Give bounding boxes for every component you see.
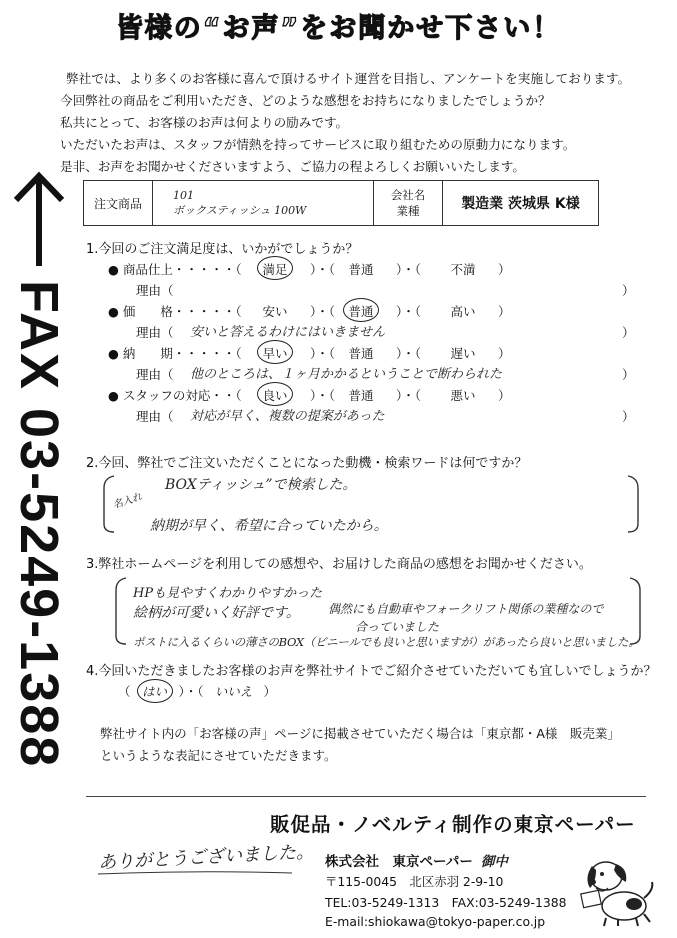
q1-reason-close: ） bbox=[622, 325, 635, 340]
answer-2-line1: BOXティッシュ”で検索した。 bbox=[165, 477, 357, 493]
q1-separator: ）・（ bbox=[310, 262, 336, 277]
fax-number: FAX 03-5249-1388 bbox=[9, 280, 69, 769]
answer-3-line2b: 偶然にも自動車やフォークリフト関係の業種なので bbox=[328, 602, 604, 616]
intro-line: 是非、お声をお聞かせくださいますよう、ご協力の程よろしくお願いいたします。 bbox=[60, 159, 525, 174]
question-1: 1.今回のご注文満足度は、いかがでしょうか？ bbox=[86, 242, 359, 257]
q1-option[interactable]: 遅い bbox=[450, 346, 476, 361]
q1-reason-close: ） bbox=[622, 409, 635, 424]
question-3: 3.弊社ホームページを利用しての感想や、お届けした商品の感想をお聞かせください。 bbox=[86, 557, 592, 572]
q1-option[interactable]: 安い bbox=[262, 304, 288, 319]
publication-note: 弊社サイト内の「お客様の声」ページに掲載させていただく場合は「東京都・A様 販売業」 bbox=[100, 726, 620, 741]
divider bbox=[86, 796, 646, 797]
q1-item-label: ● スタッフの対応・・（ bbox=[108, 388, 242, 403]
q1-option[interactable]: 普通 bbox=[348, 304, 374, 319]
answer-2-margin-note: 名入れ bbox=[111, 491, 144, 512]
q1-separator: ） bbox=[498, 346, 511, 361]
intro-line: いただいたお声は、スタッフが情熱を持ってサービスに取り組むための原動力になります。 bbox=[60, 137, 576, 152]
answer-3-line2a: 絵柄が可愛いく好評です。 bbox=[133, 605, 300, 621]
dog-mascot-icon bbox=[578, 848, 658, 928]
q1-reason-label: 理由（ bbox=[136, 325, 174, 340]
q1-separator: ）・（ bbox=[396, 346, 422, 361]
company-label: 会社名 業種 bbox=[374, 181, 443, 226]
intro-line: 私共にとって、お客様のお声は何よりの励みです。 bbox=[60, 115, 349, 130]
q1-separator: ）・（ bbox=[310, 304, 336, 319]
q1-reason-value: 安いと答えるわけにはいきません bbox=[190, 325, 386, 340]
q1-separator: ） bbox=[498, 304, 511, 319]
question-4: 4.今回いただきましたお客様のお声を弊社サイトでご紹介させていただいても宜しいでしょうか？ bbox=[86, 664, 657, 679]
answer-3-line3: ポストに入るくらいの薄さのBOX（ビニールでも良いと思いますが）があったら良いと思いました。 bbox=[133, 635, 640, 649]
q1-reason-label: 理由（ bbox=[136, 409, 174, 424]
company-tel-fax: TEL:03-5249-1313 FAX:03-5249-1388 bbox=[325, 895, 567, 910]
q1-separator: ）・（ bbox=[396, 388, 422, 403]
q4-options: （ はい ）・（ いいえ ） bbox=[118, 682, 276, 700]
q1-separator: ） bbox=[498, 388, 511, 403]
company-postal: 〒115-0045 北区赤羽 2-9-10 bbox=[325, 874, 504, 889]
fax-banner bbox=[8, 170, 70, 890]
selected-circle bbox=[343, 298, 379, 322]
q1-separator: ）・（ bbox=[396, 262, 422, 277]
q4-option-yes[interactable]: はい bbox=[142, 684, 168, 699]
q1-reason-label: 理由（ bbox=[136, 283, 174, 298]
order-table bbox=[83, 180, 599, 226]
q1-separator: ）・（ bbox=[310, 388, 336, 403]
question-2: 2.今回、弊社でご注文いただくことになった動機・検索ワードは何ですか？ bbox=[86, 456, 528, 471]
q1-option[interactable]: 普通 bbox=[348, 388, 374, 403]
page-title: 皆様の“お声”をお聞かせ下さい！ bbox=[115, 13, 562, 44]
selected-circle bbox=[257, 382, 293, 406]
q1-separator: ）・（ bbox=[396, 304, 422, 319]
q1-reason-label: 理由（ bbox=[136, 367, 174, 382]
q1-option[interactable]: 普通 bbox=[348, 262, 374, 277]
company-value: 製造業 茨城県 K様 bbox=[443, 181, 599, 226]
q1-option[interactable]: 満足 bbox=[262, 262, 288, 277]
company-email: E-mail:shiokawa@tokyo-paper.co.jp bbox=[325, 914, 546, 929]
q1-option[interactable]: 早い bbox=[262, 346, 288, 361]
q1-option[interactable]: 悪い bbox=[450, 388, 476, 403]
company-name: 株式会社 東京ペーパー 御中 bbox=[325, 854, 508, 870]
up-arrow-icon bbox=[8, 170, 70, 270]
q1-option[interactable]: 普通 bbox=[348, 346, 374, 361]
q1-item-label: ● 商品仕上・・・・・（ bbox=[108, 262, 242, 277]
answer-2-line2: 納期が早く、希望に合っていたから。 bbox=[150, 518, 388, 534]
q1-reason-close: ） bbox=[622, 283, 635, 298]
q4-option-no[interactable]: いいえ bbox=[214, 684, 253, 699]
q1-reason-value: 対応が早く、複数の提案があった bbox=[190, 409, 385, 424]
q1-option[interactable]: 不満 bbox=[450, 262, 476, 277]
product-value: 101 ボックスティッシュ 100W bbox=[153, 181, 374, 226]
q1-reason-close: ） bbox=[622, 367, 635, 382]
product-label: 注文商品 bbox=[84, 181, 153, 226]
selected-circle bbox=[257, 340, 293, 364]
answer-3-line2c: 合っていました bbox=[355, 620, 440, 634]
thanks-underline bbox=[96, 868, 296, 878]
intro-line: 弊社では、より多くのお客様に喜んで頂けるサイト運営を目指し、アンケートを実施しております。 bbox=[66, 71, 631, 86]
answer-3-line1: HPも見やすくわかりやすかった bbox=[133, 586, 323, 601]
q1-option[interactable]: 高い bbox=[450, 304, 476, 319]
thanks-message: ありがとうございました。 bbox=[97, 841, 315, 874]
q1-item-label: ● 納 期・・・・・（ bbox=[108, 346, 242, 361]
intro-line: 今回弊社の商品をご利用いただき、どのような感想をお持ちになりましたでしょうか？ bbox=[60, 93, 551, 108]
company-tagline: 販促品・ノベルティ制作の東京ペーパー bbox=[270, 813, 636, 836]
publication-note: というような表記にさせていただきます。 bbox=[100, 748, 337, 763]
q1-separator: ）・（ bbox=[310, 346, 336, 361]
selected-circle bbox=[137, 679, 173, 703]
selected-circle bbox=[257, 256, 293, 280]
q1-item-label: ● 価 格・・・・・（ bbox=[108, 304, 242, 319]
q1-option[interactable]: 良い bbox=[262, 388, 288, 403]
q1-reason-value: 他のところは、１ヶ月かかるということで断わられた bbox=[190, 367, 503, 382]
q1-separator: ） bbox=[498, 262, 511, 277]
